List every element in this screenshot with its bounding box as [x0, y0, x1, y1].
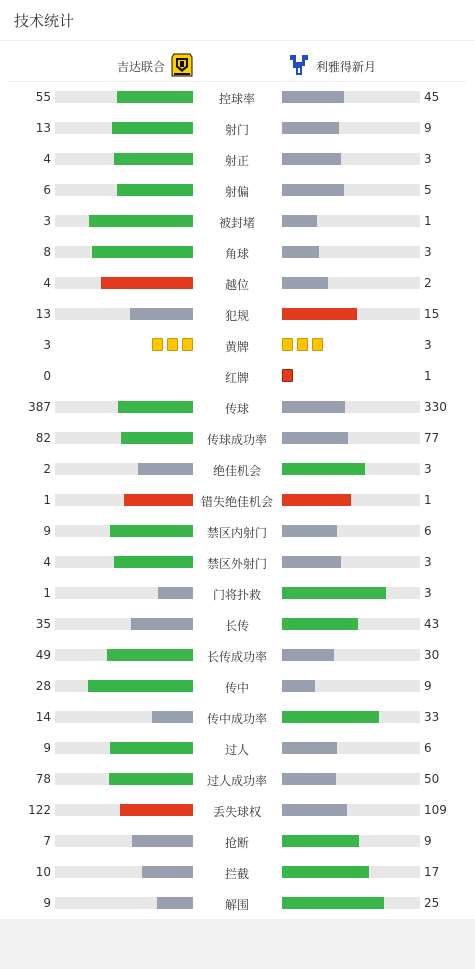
- stat-label: 被封堵: [218, 216, 255, 230]
- away-bar-track: [282, 463, 420, 475]
- home-bar-track: [55, 618, 193, 630]
- stat-row: [0, 392, 475, 423]
- home-bar-fill: [114, 556, 193, 568]
- away-cards: [282, 338, 323, 351]
- home-value: 1: [43, 586, 51, 600]
- stat-label: 射偏: [224, 185, 249, 199]
- away-value: 17: [424, 865, 440, 879]
- stat-label: 射正: [224, 154, 249, 168]
- away-value: 43: [424, 617, 440, 631]
- away-bar-fill: [282, 897, 384, 909]
- yellow-card-icon: [282, 338, 293, 351]
- away-bar-fill: [282, 277, 328, 289]
- away-team[interactable]: [288, 53, 376, 80]
- stat-label: 传中成功率: [206, 712, 267, 726]
- home-bar-fill: [89, 215, 193, 227]
- away-value: 45: [424, 90, 440, 104]
- stat-row: [0, 640, 475, 671]
- away-bar-track: [282, 773, 420, 785]
- away-bar-fill: [282, 866, 369, 878]
- home-bar-track: [55, 835, 193, 847]
- home-bar-track: [55, 680, 193, 692]
- away-value: 1: [424, 214, 432, 228]
- away-bar-track: [282, 215, 420, 227]
- home-bar-track: [55, 246, 193, 258]
- stat-label: 过人: [224, 743, 249, 757]
- stat-row: [0, 733, 475, 764]
- stat-label: 门将扑救: [212, 588, 261, 602]
- stat-row: [0, 671, 475, 702]
- away-bar-track: [282, 308, 420, 320]
- home-bar-track: [55, 525, 193, 537]
- home-bar-track: [55, 308, 193, 320]
- home-bar-track: [55, 587, 193, 599]
- away-value: 9: [424, 834, 432, 848]
- stat-row: [0, 268, 475, 299]
- home-bar-track: [55, 277, 193, 289]
- away-value: 3: [424, 586, 432, 600]
- home-bar-fill: [158, 587, 193, 599]
- away-bar-fill: [282, 742, 337, 754]
- stat-label: 禁区内射门: [206, 526, 267, 540]
- away-value: 77: [424, 431, 440, 445]
- home-bar-track: [55, 866, 193, 878]
- away-bar-fill: [282, 773, 336, 785]
- away-bar-track: [282, 556, 420, 568]
- away-value: 15: [424, 307, 440, 321]
- away-bar-track: [282, 184, 420, 196]
- home-value: 4: [43, 276, 51, 290]
- home-value: 10: [35, 865, 51, 879]
- home-value: 49: [35, 648, 51, 662]
- away-bar-fill: [282, 587, 386, 599]
- stat-row: [0, 795, 475, 826]
- stat-row: [0, 888, 475, 919]
- away-value: 2: [424, 276, 432, 290]
- home-cards: [152, 338, 193, 351]
- home-bar-fill: [107, 649, 193, 661]
- away-bar-fill: [282, 401, 345, 413]
- stat-label: 过人成功率: [206, 774, 267, 788]
- away-bar-fill: [282, 494, 351, 506]
- away-bar-track: [282, 122, 420, 134]
- away-value: 33: [424, 710, 440, 724]
- home-value: 14: [35, 710, 51, 724]
- home-value: 9: [43, 524, 51, 538]
- away-value: 3: [424, 462, 432, 476]
- away-bar-fill: [282, 463, 365, 475]
- away-bar-fill: [282, 804, 347, 816]
- home-bar-fill: [114, 153, 193, 165]
- home-bar-track: [55, 91, 193, 103]
- stat-label: 传球成功率: [206, 433, 267, 447]
- away-bar-fill: [282, 618, 358, 630]
- yellow-card-icon: [167, 338, 178, 351]
- teams-header: [0, 45, 475, 81]
- stat-label: 长传: [224, 619, 249, 633]
- home-bar-track: [55, 742, 193, 754]
- stat-row: [0, 361, 475, 392]
- home-value: 4: [43, 555, 51, 569]
- home-bar-fill: [117, 91, 193, 103]
- home-bar-track: [55, 122, 193, 134]
- away-bar-track: [282, 649, 420, 661]
- away-bar-fill: [282, 556, 341, 568]
- home-bar-fill: [101, 277, 193, 289]
- away-cards: [282, 369, 293, 382]
- home-bar-fill: [130, 308, 193, 320]
- away-bar-track: [282, 494, 420, 506]
- stat-label: 传球: [224, 402, 249, 416]
- away-bar-fill: [282, 215, 317, 227]
- home-bar-track: [55, 494, 193, 506]
- home-bar-track: [55, 711, 193, 723]
- away-bar-track: [282, 153, 420, 165]
- yellow-card-icon: [312, 338, 323, 351]
- home-value: 2: [43, 462, 51, 476]
- away-bar-track: [282, 680, 420, 692]
- stat-row: [0, 578, 475, 609]
- away-value: 9: [424, 121, 432, 135]
- stat-row: [0, 237, 475, 268]
- stat-label: 传中: [224, 681, 249, 695]
- stat-row: [0, 857, 475, 888]
- home-value: 7: [43, 834, 51, 848]
- away-value: 3: [424, 152, 432, 166]
- home-value: 3: [43, 214, 51, 228]
- stat-row: [0, 82, 475, 113]
- away-value: 1: [424, 493, 432, 507]
- home-bar-track: [55, 773, 193, 785]
- home-bar-fill: [118, 401, 193, 413]
- away-value: 30: [424, 648, 440, 662]
- home-bar-fill: [110, 742, 193, 754]
- home-value: 3: [43, 338, 51, 352]
- home-bar-fill: [138, 463, 193, 475]
- away-bar-fill: [282, 184, 344, 196]
- home-bar-fill: [121, 432, 193, 444]
- home-bar-fill: [124, 494, 193, 506]
- away-bar-track: [282, 804, 420, 816]
- away-bar-track: [282, 866, 420, 878]
- away-bar-fill: [282, 308, 357, 320]
- away-bar-track: [282, 432, 420, 444]
- home-team[interactable]: [117, 53, 193, 80]
- home-value: 35: [35, 617, 51, 631]
- home-bar-track: [55, 153, 193, 165]
- home-bar-fill: [131, 618, 193, 630]
- home-value: 6: [43, 183, 51, 197]
- stat-label: 丢失球权: [212, 805, 261, 819]
- stat-row: [0, 826, 475, 857]
- home-value: 0: [43, 369, 51, 383]
- away-bar-track: [282, 618, 420, 630]
- away-bar-track: [282, 587, 420, 599]
- away-bar-fill: [282, 711, 379, 723]
- away-value: 3: [424, 555, 432, 569]
- stat-label: 黄牌: [224, 340, 249, 354]
- stat-row: [0, 516, 475, 547]
- away-bar-track: [282, 277, 420, 289]
- stat-label: 犯规: [224, 309, 249, 323]
- yellow-card-icon: [152, 338, 163, 351]
- stat-label: 红牌: [224, 371, 249, 385]
- home-bar-fill: [109, 773, 193, 785]
- home-value: 13: [35, 307, 51, 321]
- home-value: 28: [35, 679, 51, 693]
- stat-row: [0, 113, 475, 144]
- red-card-icon: [282, 369, 293, 382]
- stat-label: 射门: [224, 123, 249, 137]
- away-value: 6: [424, 741, 432, 755]
- away-bar-fill: [282, 525, 337, 537]
- stat-row: [0, 609, 475, 640]
- home-value: 8: [43, 245, 51, 259]
- away-value: 9: [424, 679, 432, 693]
- stat-row: [0, 764, 475, 795]
- alhilal-logo-icon: [288, 53, 310, 80]
- home-bar-track: [55, 556, 193, 568]
- away-value: 1: [424, 369, 432, 383]
- away-value: 50: [424, 772, 440, 786]
- home-bar-fill: [112, 122, 193, 134]
- home-bar-track: [55, 897, 193, 909]
- stat-row: [0, 175, 475, 206]
- home-bar-fill: [142, 866, 193, 878]
- away-bar-track: [282, 401, 420, 413]
- away-bar-track: [282, 742, 420, 754]
- away-bar-track: [282, 897, 420, 909]
- home-bar-fill: [110, 525, 193, 537]
- home-value: 4: [43, 152, 51, 166]
- away-bar-track: [282, 711, 420, 723]
- away-value: 3: [424, 338, 432, 352]
- home-value: 387: [28, 400, 51, 414]
- away-bar-fill: [282, 153, 341, 165]
- home-value: 9: [43, 896, 51, 910]
- home-bar-fill: [157, 897, 193, 909]
- away-bar-fill: [282, 835, 359, 847]
- stat-label: 绝佳机会: [212, 464, 261, 478]
- stat-label: 控球率: [218, 92, 255, 106]
- divider: [0, 40, 475, 41]
- away-bar-track: [282, 246, 420, 258]
- stat-row: [0, 454, 475, 485]
- stat-row: [0, 547, 475, 578]
- yellow-card-icon: [297, 338, 308, 351]
- away-bar-track: [282, 835, 420, 847]
- away-team-name: 利雅得新月: [316, 60, 377, 74]
- away-bar-track: [282, 91, 420, 103]
- stat-row: [0, 299, 475, 330]
- away-bar-fill: [282, 649, 334, 661]
- home-value: 13: [35, 121, 51, 135]
- away-bar-fill: [282, 246, 319, 258]
- home-bar-track: [55, 401, 193, 413]
- home-value: 1: [43, 493, 51, 507]
- stat-row: [0, 330, 475, 361]
- away-value: 6: [424, 524, 432, 538]
- stat-label: 抢断: [224, 836, 249, 850]
- home-value: 9: [43, 741, 51, 755]
- home-value: 78: [35, 772, 51, 786]
- away-bar-fill: [282, 680, 315, 692]
- home-bar-fill: [92, 246, 193, 258]
- away-value: 330: [424, 400, 447, 414]
- home-bar-track: [55, 463, 193, 475]
- stat-row: [0, 206, 475, 237]
- away-value: 25: [424, 896, 440, 910]
- stat-row: [0, 144, 475, 175]
- stat-row: [0, 423, 475, 454]
- away-value: 5: [424, 183, 432, 197]
- stat-label: 解围: [224, 898, 249, 912]
- stat-label: 长传成功率: [206, 650, 267, 664]
- home-value: 82: [35, 431, 51, 445]
- home-team-name: 吉达联合: [116, 60, 165, 74]
- away-bar-track: [282, 525, 420, 537]
- stat-row: [0, 485, 475, 516]
- yellow-card-icon: [182, 338, 193, 351]
- away-value: 109: [424, 803, 447, 817]
- home-bar-track: [55, 184, 193, 196]
- home-bar-track: [55, 649, 193, 661]
- stat-label: 禁区外射门: [206, 557, 267, 571]
- home-bar-track: [55, 804, 193, 816]
- home-bar-track: [55, 215, 193, 227]
- away-bar-fill: [282, 91, 344, 103]
- page-title: 技术统计: [14, 12, 75, 30]
- ittihad-logo-icon: [171, 53, 193, 80]
- home-bar-fill: [117, 184, 193, 196]
- home-value: 55: [35, 90, 51, 104]
- home-value: 122: [28, 803, 51, 817]
- stat-label: 错失绝佳机会: [200, 495, 273, 509]
- stat-row: [0, 702, 475, 733]
- away-bar-fill: [282, 432, 348, 444]
- stat-label: 拦截: [224, 867, 249, 881]
- home-bar-fill: [132, 835, 193, 847]
- away-value: 3: [424, 245, 432, 259]
- home-bar-fill: [88, 680, 193, 692]
- home-bar-fill: [120, 804, 193, 816]
- away-bar-fill: [282, 122, 339, 134]
- home-bar-fill: [152, 711, 193, 723]
- home-bar-track: [55, 432, 193, 444]
- stat-label: 角球: [224, 247, 249, 261]
- stat-label: 越位: [224, 278, 249, 292]
